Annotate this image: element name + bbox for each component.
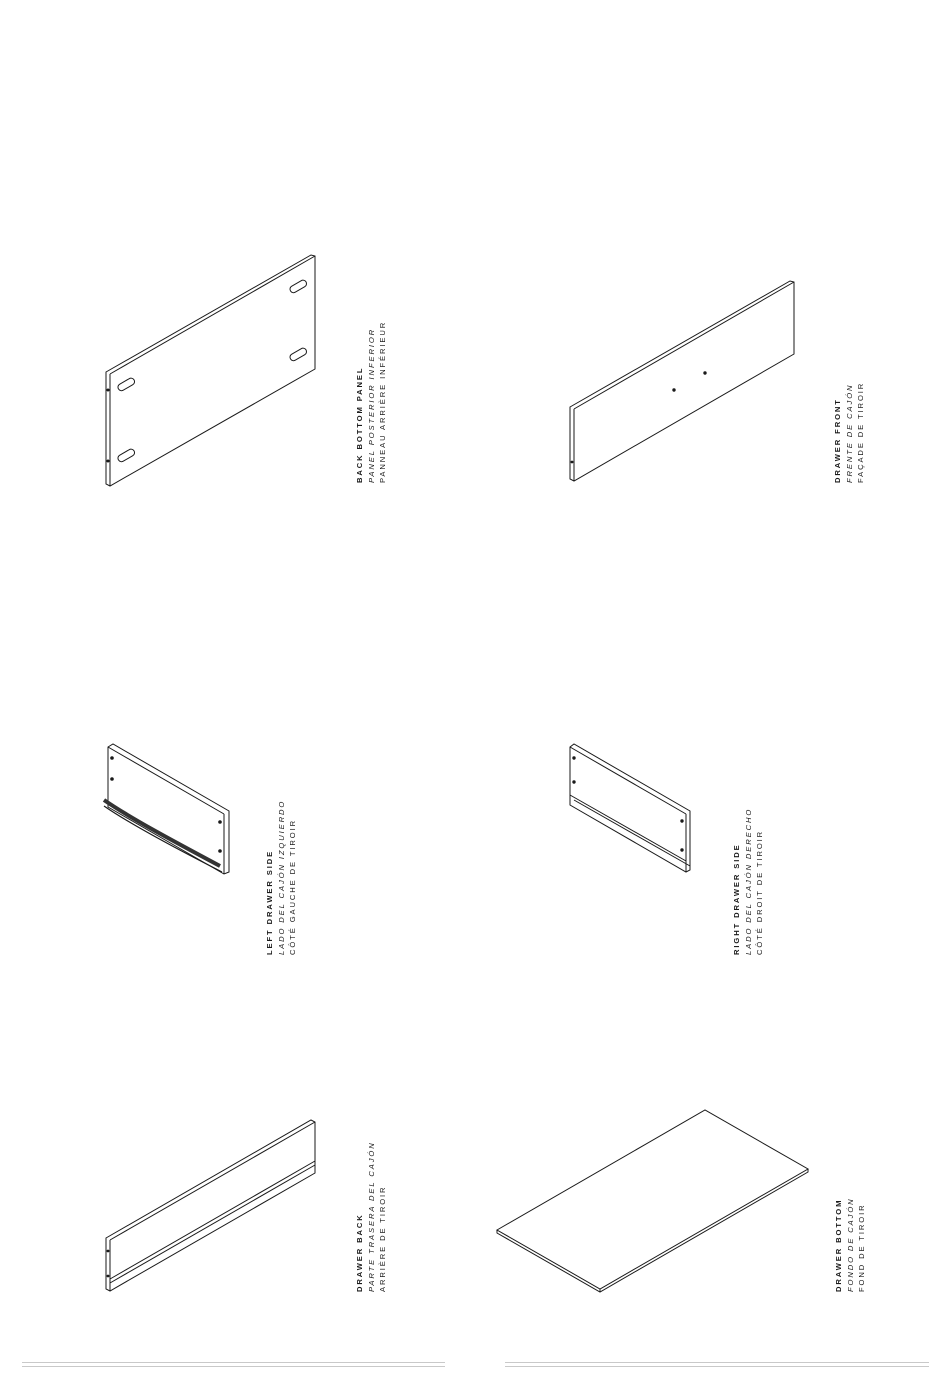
- label-es: LADO DEL CAJÓN DERECHO: [743, 807, 753, 955]
- footer-rule-left-top: [22, 1362, 445, 1363]
- label-es: FRENTE DE CAJÓN: [844, 383, 854, 483]
- drawer-front-drawing: [570, 281, 794, 481]
- left-drawer-side-label: [264, 800, 299, 955]
- label-es: PARTE TRASERA DEL CAJÓN: [366, 1141, 376, 1292]
- drawer-bottom-drawing: [497, 1110, 808, 1292]
- drawer-bottom-label: [833, 1197, 868, 1292]
- drawer-front-label: [832, 382, 867, 483]
- label-es: PANEL POSTERIOR INFERIOR: [366, 327, 376, 483]
- drawer-back-drawing: [106, 1120, 315, 1291]
- footer-rule-right-top: [505, 1362, 929, 1363]
- label-es: FONDO DE CAJÓN: [845, 1197, 855, 1292]
- label-fr: ARRIÈRE DE TIROIR: [378, 1185, 388, 1292]
- label-en: RIGHT DRAWER SIDE: [732, 843, 741, 955]
- label-fr: FAÇADE DE TIROIR: [856, 381, 866, 483]
- label-en: DRAWER FRONT: [833, 398, 842, 483]
- label-en: LEFT DRAWER SIDE: [265, 849, 274, 955]
- back-bottom-panel-label: [354, 321, 389, 483]
- back-bottom-panel-drawing: [106, 255, 315, 486]
- right-drawer-side-drawing: [570, 744, 690, 872]
- left-drawer-side-drawing: [104, 744, 229, 874]
- label-en: BACK BOTTOM PANEL: [355, 366, 364, 483]
- drawer-back-label: [354, 1141, 389, 1292]
- label-en: DRAWER BACK: [355, 1213, 364, 1292]
- label-fr: PANNEAU ARRIÈRE INFÉRIEUR: [378, 320, 388, 483]
- label-fr: CÔTÉ DROIT DE TIROIR: [755, 829, 765, 955]
- label-fr: CÔTÉ GAUCHE DE TIROIR: [288, 819, 298, 955]
- footer-rule-left-bottom: [22, 1366, 445, 1367]
- label-en: DRAWER BOTTOM: [834, 1198, 843, 1292]
- right-drawer-side-label: [731, 808, 766, 955]
- footer-rule-right-bottom: [505, 1366, 929, 1367]
- label-es: LADO DEL CAJÓN IZQUIERDO: [276, 799, 286, 955]
- label-fr: FOND DE TIROIR: [857, 1203, 867, 1292]
